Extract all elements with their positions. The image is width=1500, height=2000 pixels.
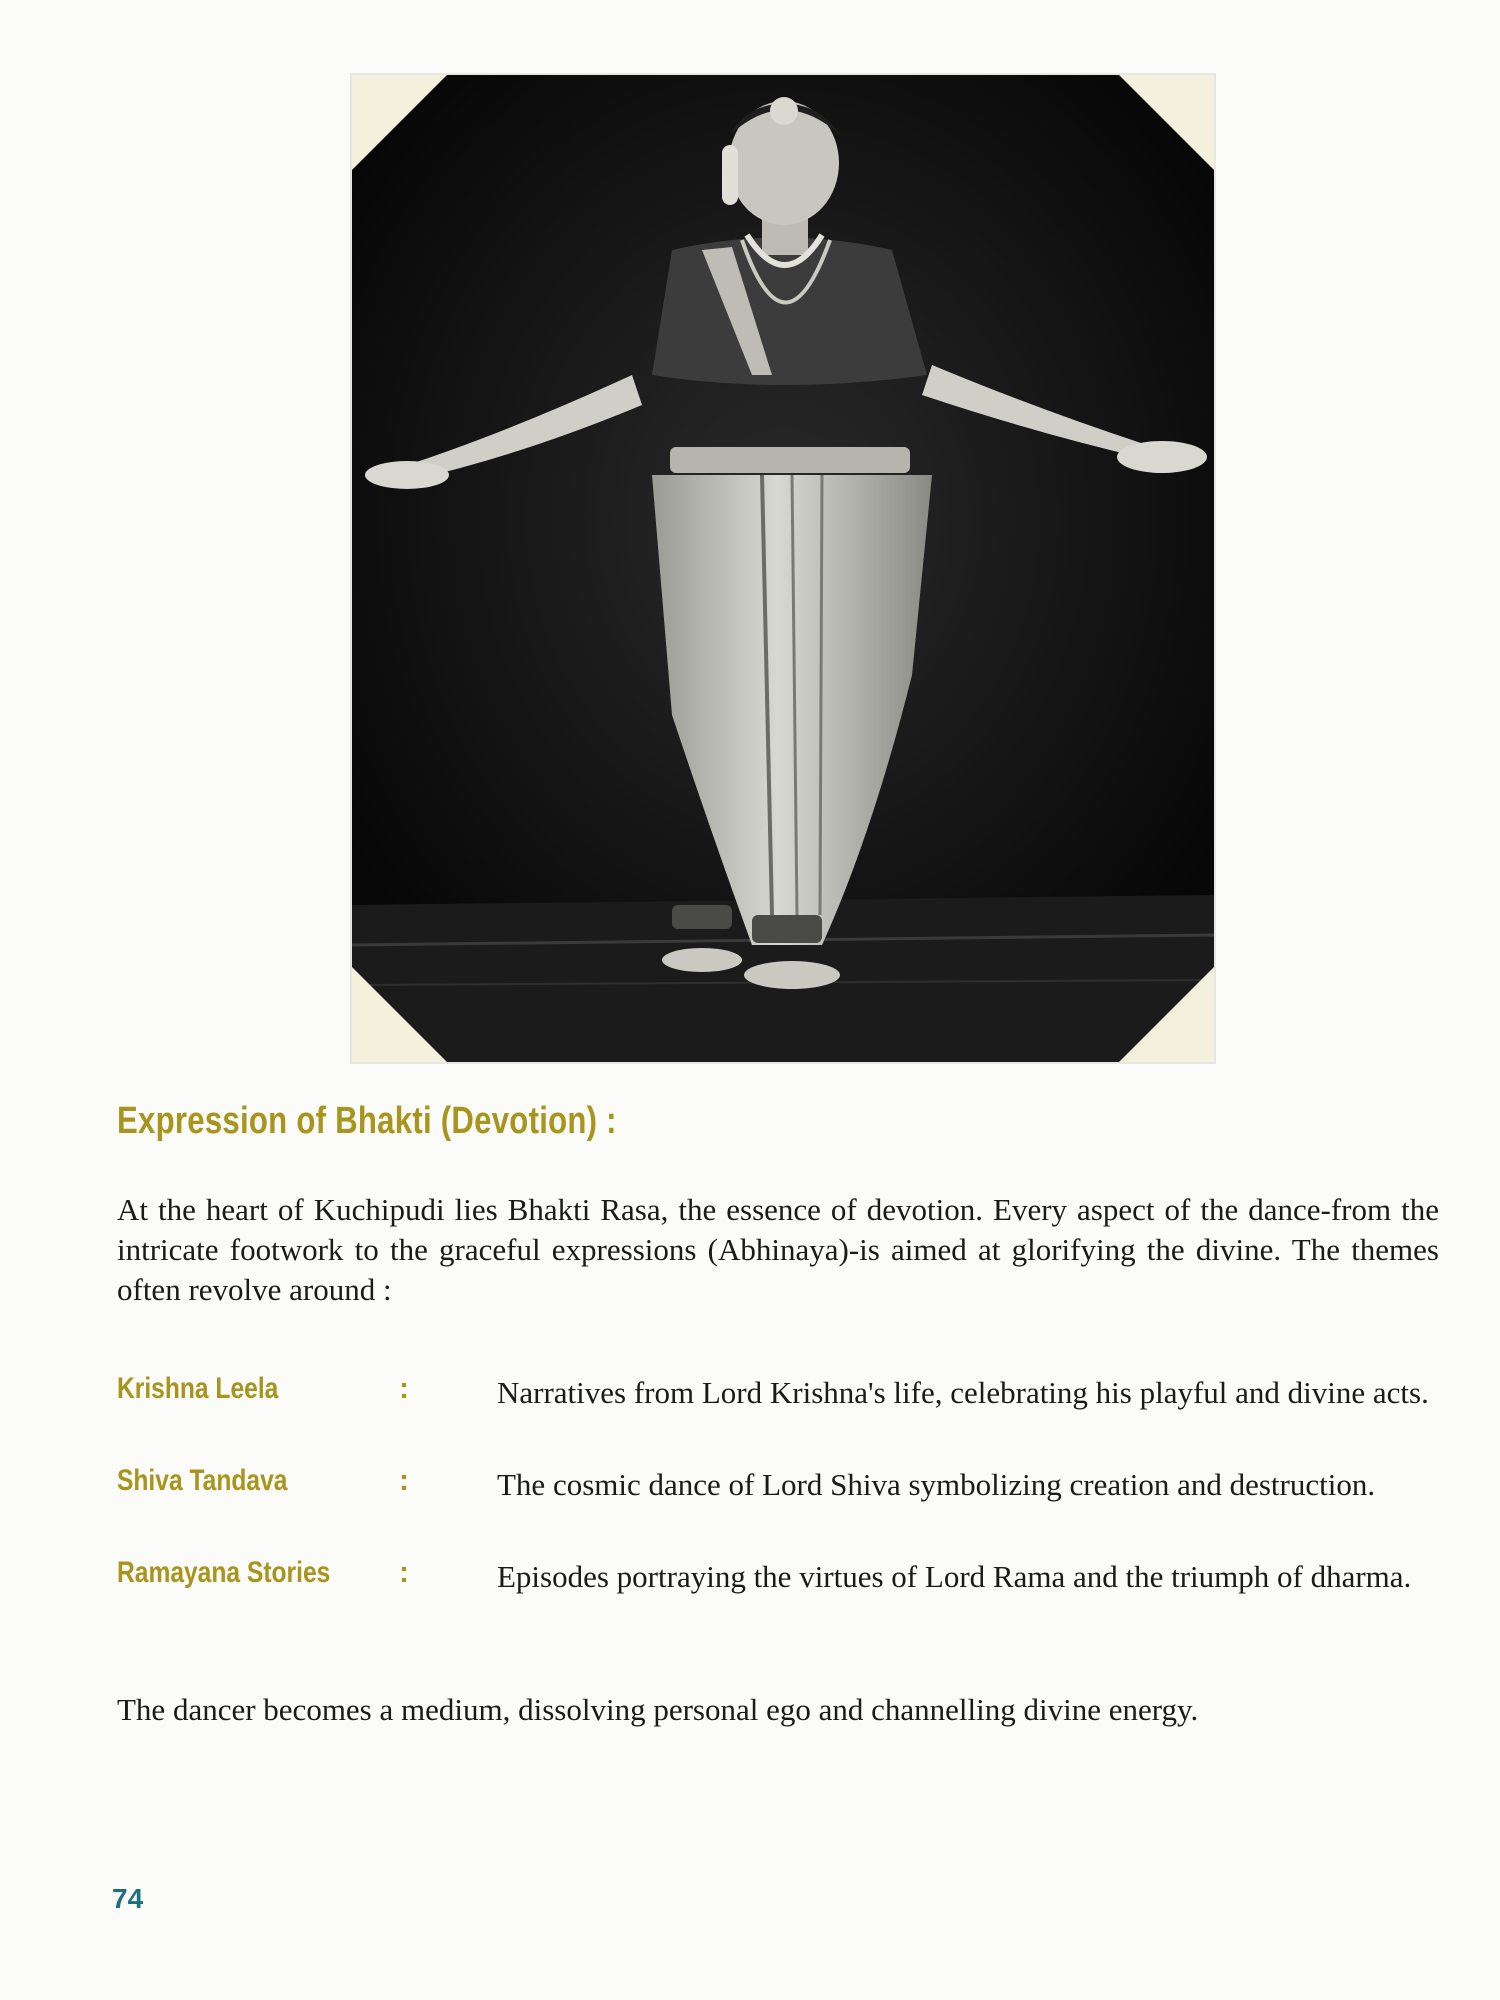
theme-description: Episodes portraying the virtues of Lord Rama and the triumph of dharma. — [497, 1559, 1412, 1594]
themes-list — [117, 1370, 1439, 1646]
theme-item — [117, 1554, 1439, 1634]
theme-colon: : — [399, 1464, 409, 1497]
page-number: 74 — [112, 1883, 144, 1914]
theme-colon: : — [399, 1372, 409, 1405]
closing-paragraph: The dancer becomes a medium, dissolving personal ego and channelling divine energy. — [117, 1692, 1199, 1727]
dancer-photo — [352, 75, 1214, 1062]
photo-corner-bottom-right — [1119, 967, 1214, 1062]
theme-term: Krishna Leela — [117, 1372, 279, 1405]
theme-item — [117, 1462, 1439, 1542]
dancer-illustration — [352, 75, 1214, 1062]
photo-corner-top-right — [1119, 75, 1214, 170]
theme-colon: : — [399, 1556, 409, 1589]
theme-description: Narratives from Lord Krishna's life, celebrating his playful and divine acts. — [497, 1375, 1429, 1410]
photo-corner-bottom-left — [352, 967, 447, 1062]
section-heading: Expression of Bhakti (Devotion) : — [117, 1100, 617, 1142]
theme-term: Shiva Tandava — [117, 1464, 288, 1497]
theme-term: Ramayana Stories — [117, 1556, 331, 1589]
intro-paragraph: At the heart of Kuchipudi lies Bhakti Rasa, the essence of devotion. Every aspect of the dance-from the intricate footwork to the graceful expressions (Abhinaya)-is aimed at glorifying the divine. The themes often revolve around : — [117, 1192, 1439, 1307]
theme-description: The cosmic dance of Lord Shiva symbolizing creation and destruction. — [497, 1467, 1376, 1502]
photo-corner-top-left — [352, 75, 447, 170]
theme-item — [117, 1370, 1439, 1450]
